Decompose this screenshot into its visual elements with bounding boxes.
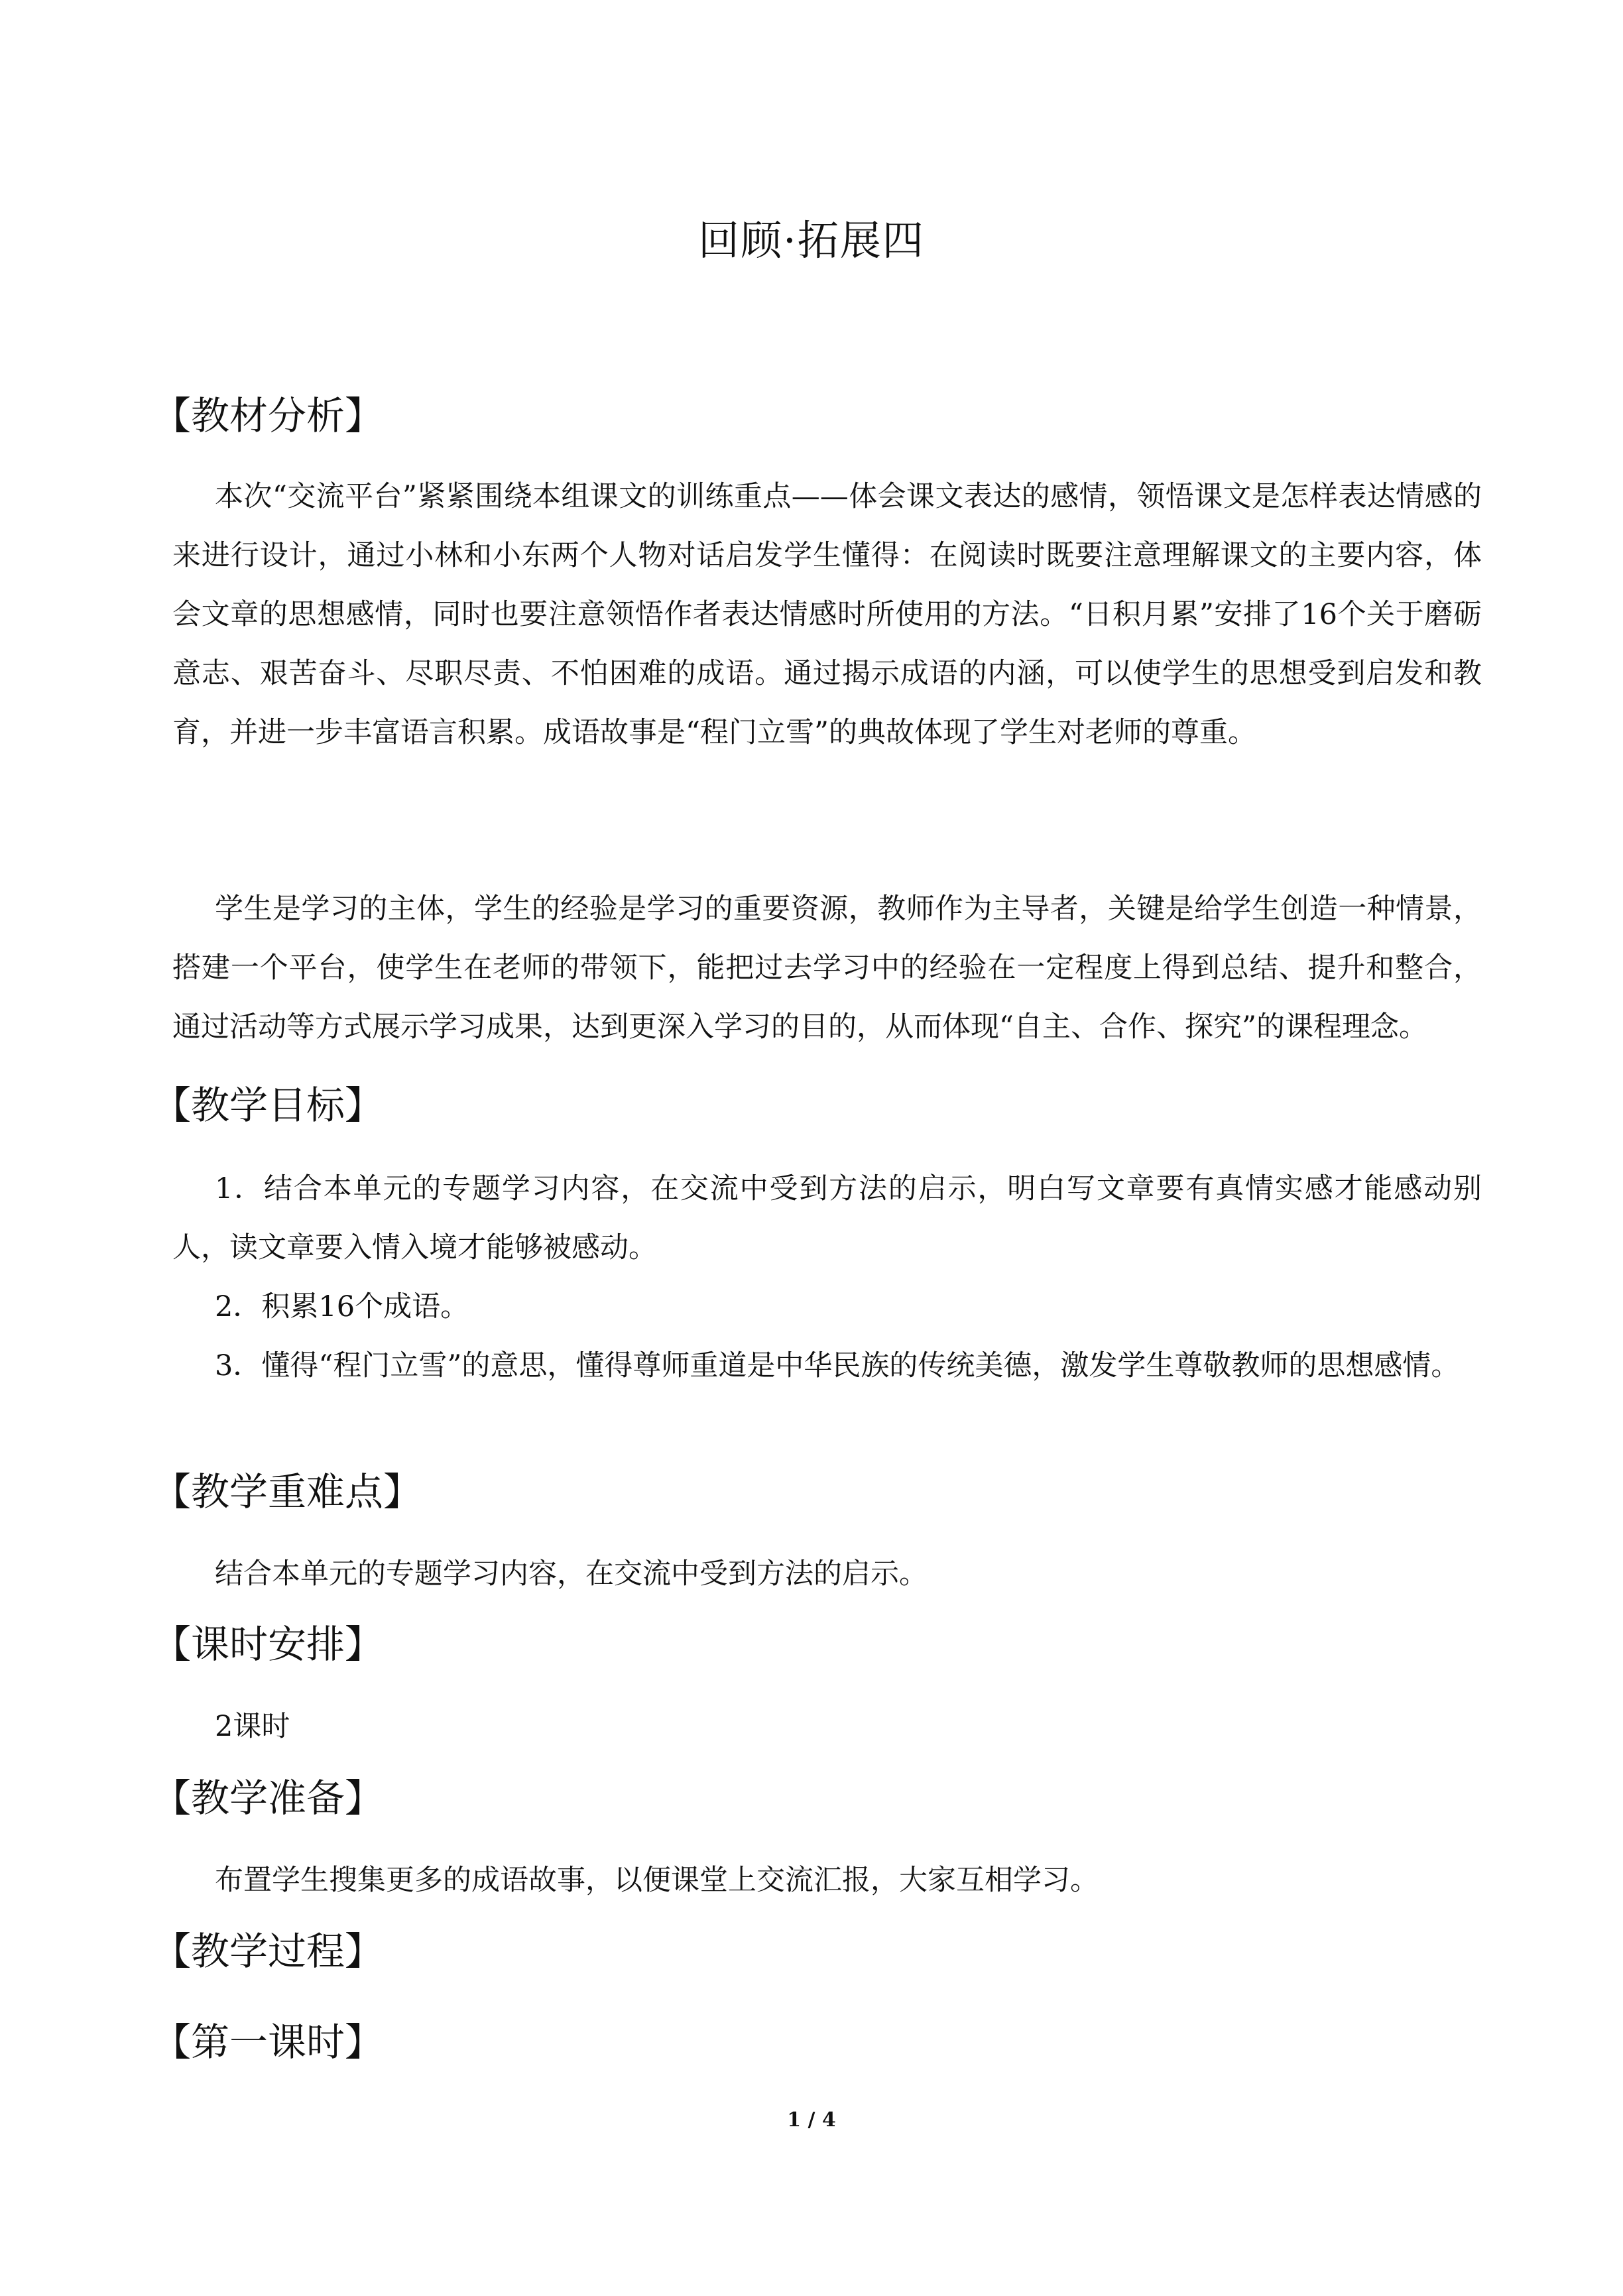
heading-teaching-process: 【教学过程】 bbox=[152, 1929, 384, 1974]
analysis-paragraph-1: 本次“交流平台”紧紧围绕本组课文的训练重点——体会课文表达的感情，领悟课文是怎样表达情感的来进行设计，通过小林和小东两个人物对话启发学生懂得：在阅读时既要注意理解课文的主要内容，体会文章的思想感情，同时也要注意领悟作者表达情感时所使用的方法。“日积月累”安排了16个关于磨砺意志、艰苦奋斗、尽职尽责、不怕困难的成语。通过揭示成语的内涵，可以使学生的思想受到启发和教育，并进一步丰富语言积累。成语故事是“程门立雪”的典故体现了学生对老师的尊重。 bbox=[172, 480, 1482, 749]
page-number: 1 / 4 bbox=[787, 2108, 836, 2132]
heading-teaching-preparation: 【教学准备】 bbox=[152, 1776, 384, 1821]
document-title: 回顾·拓展四 bbox=[698, 216, 925, 265]
heading-material-analysis: 【教材分析】 bbox=[152, 393, 384, 438]
class-schedule-text: 2课时 bbox=[215, 1710, 290, 1743]
teaching-preparation-text: 布置学生搜集更多的成语故事，以便课堂上交流汇报，大家互相学习。 bbox=[215, 1864, 1099, 1897]
heading-key-difficulties: 【教学重难点】 bbox=[152, 1469, 422, 1514]
heading-first-lesson: 【第一课时】 bbox=[152, 2020, 384, 2065]
goal-item-1: 1．结合本单元的专题学习内容，在交流中受到方法的启示，明白写文章要有真情实感才能感动别人，读文章要入情入境才能够被感动。 bbox=[172, 1172, 1482, 1264]
analysis-paragraph-2: 学生是学习的主体，学生的经验是学习的重要资源，教师作为主导者，关键是给学生创造一种情景，搭建一个平台，使学生在老师的带领下，能把过去学习中的经验在一定程度上得到总结、提升和整合，通过活动等方式展示学习成果，达到更深入学习的目的，从而体现“自主、合作、探究”的课程理念。 bbox=[172, 892, 1482, 1044]
key-difficulties-text: 结合本单元的专题学习内容，在交流中受到方法的启示。 bbox=[215, 1557, 928, 1591]
goal-item-2: 2．积累16个成语。 bbox=[215, 1290, 469, 1323]
goal-item-3: 3．懂得“程门立雪”的意思，懂得尊师重道是中华民族的传统美德，激发学生尊敬教师的思想感情。 bbox=[215, 1349, 1460, 1382]
heading-teaching-goals: 【教学目标】 bbox=[152, 1083, 384, 1128]
heading-class-schedule: 【课时安排】 bbox=[152, 1622, 384, 1667]
